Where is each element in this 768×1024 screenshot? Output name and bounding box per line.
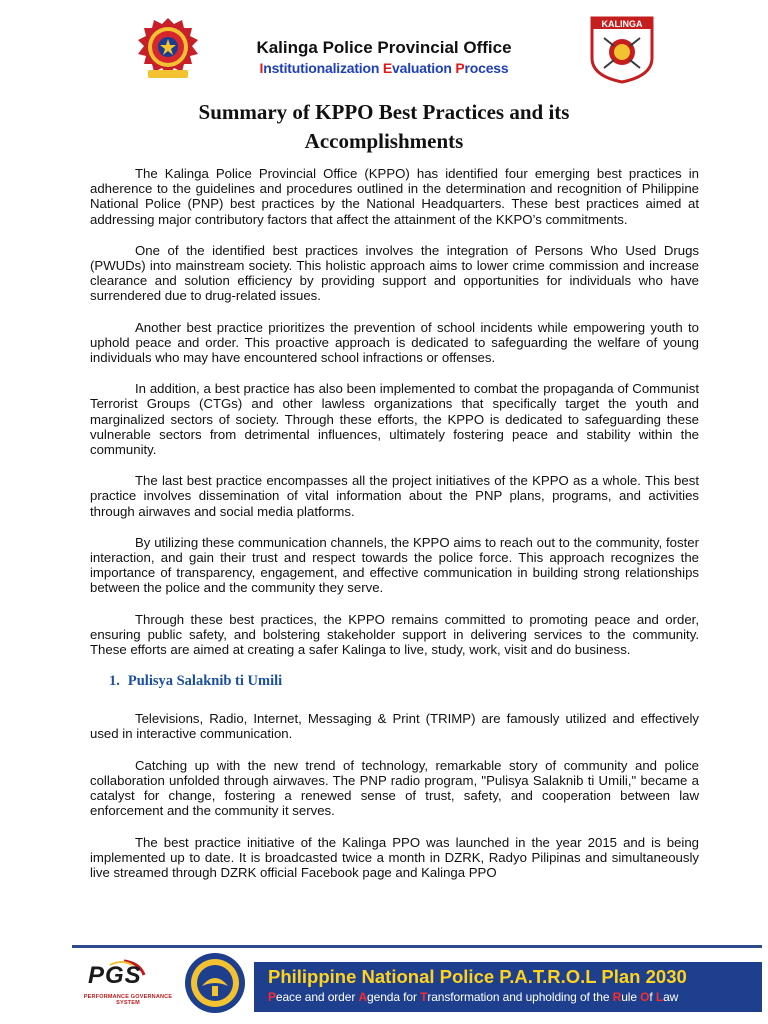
pgs-letters: PGS (88, 962, 142, 989)
banner-title: Philippine National Police P.A.T.R.O.L Plan 2030 (268, 966, 687, 987)
section-title: Pulisya Salaknib ti Umili (127, 673, 283, 690)
badge-label: KALINGA (601, 19, 643, 29)
paragraph-launch: The best practice initiative of the Kalinga PPO was launched in the year 2015 and is being implemented up to date. It is broadcasted twice a month in DZRK, Radyo Pilipinas and simultaneously live streamed through DZRK official Facebook page and Kalinga PPO (90, 834, 699, 880)
title-line-2: Accomplishments (304, 129, 464, 153)
paragraph-pwud: One of the identified best practices involves the integration of Persons Who Used Drugs (PWUDs) into mainstream society. This holistic approach aims to lower crime commission and increase clearance and solution efficiency by providing support and opportunities for individuals who have surrendered due to drug-related issues. (90, 242, 699, 304)
patrol-plan-seal (184, 952, 246, 1014)
kalinga-ppo-badge-logo (588, 14, 656, 84)
office-name: Kalinga Police Provincial Office (256, 38, 512, 57)
paragraph-school: Another best practice prioritizes the prevention of school incidents while empowering youth to uphold peace and order. This proactive approach is dedicated to safeguarding the welfare of young individuals who may have encountered school infractions or offenses. (90, 319, 699, 366)
section-1-heading (109, 673, 699, 690)
paragraph-trimp: Televisions, Radio, Internet, Messaging & Print (TRIMP) are famously utilized and effectively used in interactive communication. (90, 711, 699, 742)
footer-divider (72, 945, 762, 948)
document-title (0, 98, 768, 156)
paragraph-last-practice: The last best practice encompasses all the project initiatives of the KPPO as a whole. This best practice involves dissemination of vital information about the PNP plans, programs, and activities through airwaves and social media platforms. (90, 473, 699, 519)
banner-subtitle: Peace and order Agenda for Transformation and upholding of the Rule Of Law (268, 990, 679, 1004)
section-number: 1. (109, 673, 120, 690)
paragraph-radio-program: Catching up with the new trend of technology, remarkable story of community and police collaboration unfolded through airwaves. The PNP radio program, "Pulisya Salaknib ti Umili," became a catalyst for change, fostering a renewed sense of trust, safety, and cooperation between law enforcement and the community it serves. (90, 757, 699, 819)
paragraph-intro: The Kalinga Police Provincial Office (KPPO) has identified four emerging best practices in adherence to the guidelines and procedures outlined in the determination and recognition of Philippine National Police (PNP) best practices by the National Headquarters. These best practices aimed at addressing major contributory factors that affect the attainment of the KKPO’s commitments. (90, 166, 699, 227)
paragraph-ctg: In addition, a best practice has also been implemented to combat the propaganda of Communist Terrorist Groups (CTGs) and other lawless organizations that specifically target the youth and marginalized sectors of society. Through these efforts, the KPPO is dedicated to safeguarding these vulnerable sectors from detrimental influences, ultimately fostering peace and stability within the community. (90, 381, 699, 458)
process-subtitle: Institutionalization Evaluation Process (259, 60, 509, 76)
document-body (90, 166, 699, 896)
paragraph-communication: By utilizing these communication channels, the KPPO aims to reach out to the community, foster interaction, and gain their trust and respect towards the police force. This approach recognizes the importance of transparency, engagement, and effective communication in building strong relationships between the police and the community they serve. (90, 534, 699, 596)
title-line-1: Summary of KPPO Best Practices and its (198, 100, 570, 124)
pgs-caption: PERFORMANCE GOVERNANCE SYSTEM (83, 994, 173, 1006)
paragraph-conclusion: Through these best practices, the KPPO remains committed to promoting peace and order, ensuring public safety, and bolstering stakeholder support in delivering services to the community. These efforts are aimed at creating a safer Kalinga to live, study, work, visit and do business. (90, 611, 699, 658)
